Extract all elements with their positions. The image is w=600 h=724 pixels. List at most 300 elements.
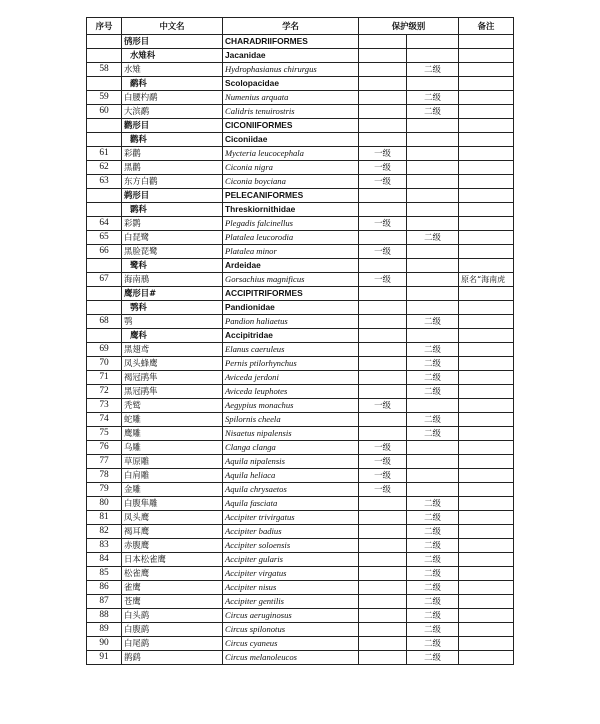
species-row (87, 609, 514, 623)
empty-cell (407, 329, 459, 343)
level-two: 二级 (407, 357, 459, 371)
order-chinese-name: 鹈形目 (122, 189, 223, 203)
empty-cell (459, 133, 514, 147)
empty-cell (459, 329, 514, 343)
level-two: 二级 (407, 525, 459, 539)
note (459, 637, 514, 651)
level-two: 二级 (407, 623, 459, 637)
species-number: 78 (87, 469, 122, 483)
scientific-name: Aquila nipalensis (223, 455, 359, 469)
chinese-name: 白肩雕 (122, 469, 223, 483)
empty-cell (359, 133, 407, 147)
family-row (87, 49, 514, 63)
empty-cell (359, 77, 407, 91)
species-number: 75 (87, 427, 122, 441)
level-two: 二级 (407, 385, 459, 399)
empty-cell (87, 49, 122, 63)
scientific-name: Accipiter trivirgatus (223, 511, 359, 525)
species-number: 87 (87, 595, 122, 609)
level-two: 二级 (407, 567, 459, 581)
scientific-name: Accipiter gularis (223, 553, 359, 567)
chinese-name: 苍鹰 (122, 595, 223, 609)
empty-cell (359, 49, 407, 63)
chinese-name: 雀鹰 (122, 581, 223, 595)
scientific-name: Aquila heliaca (223, 469, 359, 483)
chinese-name: 日本松雀鹰 (122, 553, 223, 567)
species-number: 88 (87, 609, 122, 623)
species-row (87, 497, 514, 511)
level-one (359, 497, 407, 511)
chinese-name: 黑脸琵鹭 (122, 245, 223, 259)
species-number: 74 (87, 413, 122, 427)
family-chinese-name: 鹰科 (122, 329, 223, 343)
empty-cell (459, 189, 514, 203)
empty-cell (407, 301, 459, 315)
empty-cell (87, 203, 122, 217)
level-one (359, 637, 407, 651)
note (459, 483, 514, 497)
table-header-row (87, 18, 514, 35)
chinese-name: 秃鹫 (122, 399, 223, 413)
level-one (359, 385, 407, 399)
empty-cell (407, 203, 459, 217)
header-no: 序号 (87, 18, 122, 35)
empty-cell (459, 77, 514, 91)
level-one (359, 623, 407, 637)
scientific-name: Clanga clanga (223, 441, 359, 455)
level-two: 二级 (407, 231, 459, 245)
species-number: 62 (87, 161, 122, 175)
species-row (87, 245, 514, 259)
species-row (87, 427, 514, 441)
empty-cell (407, 133, 459, 147)
species-row (87, 413, 514, 427)
order-row (87, 287, 514, 301)
scientific-name: Elanus caeruleus (223, 343, 359, 357)
note (459, 595, 514, 609)
level-one: 一级 (359, 455, 407, 469)
level-two: 二级 (407, 91, 459, 105)
level-two: 二级 (407, 539, 459, 553)
empty-cell (87, 287, 122, 301)
species-number: 85 (87, 567, 122, 581)
empty-cell (359, 35, 407, 49)
species-number: 91 (87, 651, 122, 665)
level-one (359, 231, 407, 245)
family-chinese-name: 鹭科 (122, 259, 223, 273)
empty-cell (459, 49, 514, 63)
family-scientific-name: Scolopacidae (223, 77, 359, 91)
scientific-name: Nisaetus nipalensis (223, 427, 359, 441)
order-chinese-name: 鹳形目 (122, 119, 223, 133)
species-number: 73 (87, 399, 122, 413)
level-one (359, 567, 407, 581)
species-number: 80 (87, 497, 122, 511)
note (459, 427, 514, 441)
chinese-name: 赤腹鹰 (122, 539, 223, 553)
note (459, 511, 514, 525)
species-row (87, 385, 514, 399)
species-number: 65 (87, 231, 122, 245)
chinese-name: 蛇雕 (122, 413, 223, 427)
chinese-name: 鹰雕 (122, 427, 223, 441)
chinese-name: 白腹隼雕 (122, 497, 223, 511)
scientific-name: Circus cyaneus (223, 637, 359, 651)
note (459, 161, 514, 175)
level-two: 二级 (407, 315, 459, 329)
species-row (87, 567, 514, 581)
level-two: 二级 (407, 497, 459, 511)
scientific-name: Calidris tenuirostris (223, 105, 359, 119)
chinese-name: 彩鹮 (122, 217, 223, 231)
species-row (87, 595, 514, 609)
species-number: 83 (87, 539, 122, 553)
empty-cell (87, 133, 122, 147)
species-number: 72 (87, 385, 122, 399)
empty-cell (407, 77, 459, 91)
species-row (87, 217, 514, 231)
level-one (359, 553, 407, 567)
level-one (359, 315, 407, 329)
level-two (407, 217, 459, 231)
note (459, 357, 514, 371)
note (459, 623, 514, 637)
empty-cell (459, 287, 514, 301)
family-chinese-name: 鹬科 (122, 77, 223, 91)
species-row (87, 525, 514, 539)
note (459, 609, 514, 623)
chinese-name: 白琵鹭 (122, 231, 223, 245)
scientific-name: Ciconia nigra (223, 161, 359, 175)
chinese-name: 黑翅鸢 (122, 343, 223, 357)
note (459, 497, 514, 511)
order-scientific-name: CHARADRIIFORMES (223, 35, 359, 49)
level-two (407, 483, 459, 497)
empty-cell (407, 259, 459, 273)
level-one (359, 371, 407, 385)
level-two: 二级 (407, 343, 459, 357)
scientific-name: Aquila fasciata (223, 497, 359, 511)
level-one: 一级 (359, 273, 407, 287)
scientific-name: Ciconia boyciana (223, 175, 359, 189)
level-one: 一级 (359, 161, 407, 175)
empty-cell (407, 287, 459, 301)
level-one (359, 539, 407, 553)
order-row (87, 119, 514, 133)
chinese-name: 鹗 (122, 315, 223, 329)
family-row (87, 329, 514, 343)
chinese-name: 水雉 (122, 63, 223, 77)
chinese-name: 白腰杓鹬 (122, 91, 223, 105)
species-number: 81 (87, 511, 122, 525)
species-number: 64 (87, 217, 122, 231)
level-one: 一级 (359, 217, 407, 231)
species-row (87, 399, 514, 413)
level-two: 二级 (407, 553, 459, 567)
family-row (87, 301, 514, 315)
note (459, 469, 514, 483)
chinese-name: 白头鹞 (122, 609, 223, 623)
empty-cell (459, 301, 514, 315)
note (459, 385, 514, 399)
scientific-name: Mycteria leucocephala (223, 147, 359, 161)
level-two (407, 441, 459, 455)
species-row (87, 147, 514, 161)
level-one: 一级 (359, 175, 407, 189)
chinese-name: 松雀鹰 (122, 567, 223, 581)
chinese-name: 乌雕 (122, 441, 223, 455)
chinese-name: 海南鳽 (122, 273, 223, 287)
empty-cell (359, 189, 407, 203)
level-one (359, 105, 407, 119)
scientific-name: Aviceda jerdoni (223, 371, 359, 385)
chinese-name: 凤头鹰 (122, 511, 223, 525)
note (459, 581, 514, 595)
order-scientific-name: CICONIIFORMES (223, 119, 359, 133)
species-number: 66 (87, 245, 122, 259)
level-one (359, 427, 407, 441)
chinese-name: 褐冠鹃隼 (122, 371, 223, 385)
empty-cell (87, 259, 122, 273)
species-row (87, 273, 514, 287)
level-one: 一级 (359, 441, 407, 455)
note (459, 525, 514, 539)
species-row (87, 91, 514, 105)
empty-cell (87, 77, 122, 91)
family-row (87, 133, 514, 147)
empty-cell (407, 119, 459, 133)
note (459, 245, 514, 259)
level-two (407, 469, 459, 483)
species-row (87, 637, 514, 651)
chinese-name: 鹊鹞 (122, 651, 223, 665)
scientific-name: Aviceda leuphotes (223, 385, 359, 399)
empty-cell (87, 329, 122, 343)
species-row (87, 469, 514, 483)
species-row (87, 553, 514, 567)
scientific-name: Circus aeruginosus (223, 609, 359, 623)
note (459, 651, 514, 665)
chinese-name: 褐耳鹰 (122, 525, 223, 539)
scientific-name: Accipiter gentilis (223, 595, 359, 609)
note (459, 553, 514, 567)
note (459, 399, 514, 413)
note (459, 567, 514, 581)
species-number: 82 (87, 525, 122, 539)
family-chinese-name: 鹳科 (122, 133, 223, 147)
chinese-name: 东方白鹳 (122, 175, 223, 189)
species-number: 69 (87, 343, 122, 357)
level-one (359, 413, 407, 427)
level-two (407, 175, 459, 189)
empty-cell (87, 189, 122, 203)
species-number: 76 (87, 441, 122, 455)
header-note: 备注 (459, 18, 514, 35)
scientific-name: Spilornis cheela (223, 413, 359, 427)
note (459, 63, 514, 77)
scientific-name: Pernis ptilorhynchus (223, 357, 359, 371)
family-chinese-name: 鹮科 (122, 203, 223, 217)
level-two: 二级 (407, 595, 459, 609)
note (459, 343, 514, 357)
empty-cell (87, 301, 122, 315)
level-two (407, 245, 459, 259)
scientific-name: Pandion haliaetus (223, 315, 359, 329)
scientific-name: Numenius arquata (223, 91, 359, 105)
chinese-name: 白腹鹞 (122, 623, 223, 637)
level-one (359, 63, 407, 77)
level-two: 二级 (407, 105, 459, 119)
scientific-name: Hydrophasianus chirurgus (223, 63, 359, 77)
empty-cell (459, 203, 514, 217)
level-two: 二级 (407, 637, 459, 651)
level-two: 二级 (407, 609, 459, 623)
scientific-name: Aquila chrysaetos (223, 483, 359, 497)
species-number: 67 (87, 273, 122, 287)
level-one (359, 581, 407, 595)
empty-cell (459, 35, 514, 49)
species-row (87, 315, 514, 329)
species-number: 60 (87, 105, 122, 119)
species-row (87, 231, 514, 245)
level-two (407, 455, 459, 469)
note (459, 413, 514, 427)
level-two: 二级 (407, 371, 459, 385)
level-one (359, 651, 407, 665)
species-row (87, 63, 514, 77)
species-number: 63 (87, 175, 122, 189)
header-scientific-name: 学名 (223, 18, 359, 35)
level-one (359, 357, 407, 371)
note (459, 441, 514, 455)
species-number: 90 (87, 637, 122, 651)
species-number: 58 (87, 63, 122, 77)
species-row (87, 161, 514, 175)
species-number: 77 (87, 455, 122, 469)
species-number: 86 (87, 581, 122, 595)
chinese-name: 黑冠鹃隼 (122, 385, 223, 399)
level-one (359, 609, 407, 623)
species-number: 59 (87, 91, 122, 105)
species-number: 68 (87, 315, 122, 329)
chinese-name: 黑鹳 (122, 161, 223, 175)
species-row (87, 581, 514, 595)
order-scientific-name: ACCIPITRIFORMES (223, 287, 359, 301)
scientific-name: Accipiter badius (223, 525, 359, 539)
chinese-name: 凤头蜂鹰 (122, 357, 223, 371)
family-row (87, 203, 514, 217)
scientific-name: Aegypius monachus (223, 399, 359, 413)
note (459, 91, 514, 105)
scientific-name: Circus spilonotus (223, 623, 359, 637)
order-row (87, 35, 514, 49)
level-one (359, 91, 407, 105)
scientific-name: Accipiter virgatus (223, 567, 359, 581)
level-one (359, 595, 407, 609)
level-one (359, 525, 407, 539)
level-two: 二级 (407, 427, 459, 441)
family-scientific-name: Threskiornithidae (223, 203, 359, 217)
empty-cell (459, 259, 514, 273)
species-row (87, 357, 514, 371)
species-row (87, 651, 514, 665)
note (459, 217, 514, 231)
level-one (359, 511, 407, 525)
scientific-name: Plegadis falcinellus (223, 217, 359, 231)
level-two (407, 273, 459, 287)
species-row (87, 455, 514, 469)
level-one: 一级 (359, 469, 407, 483)
order-row (87, 189, 514, 203)
order-scientific-name: PELECANIFORMES (223, 189, 359, 203)
empty-cell (407, 189, 459, 203)
scientific-name: Accipiter soloensis (223, 539, 359, 553)
family-row (87, 77, 514, 91)
species-row (87, 511, 514, 525)
note (459, 147, 514, 161)
order-chinese-name: 鸻形目 (122, 35, 223, 49)
chinese-name: 草原雕 (122, 455, 223, 469)
family-scientific-name: Accipitridae (223, 329, 359, 343)
species-row (87, 623, 514, 637)
level-two: 二级 (407, 651, 459, 665)
species-number: 84 (87, 553, 122, 567)
scientific-name: Gorsachius magnificus (223, 273, 359, 287)
level-two: 二级 (407, 413, 459, 427)
note (459, 371, 514, 385)
level-two: 二级 (407, 511, 459, 525)
empty-cell (87, 119, 122, 133)
note (459, 105, 514, 119)
family-scientific-name: Ardeidae (223, 259, 359, 273)
protected-species-table (86, 17, 514, 665)
species-number: 70 (87, 357, 122, 371)
species-number: 61 (87, 147, 122, 161)
species-row (87, 105, 514, 119)
empty-cell (359, 119, 407, 133)
species-number: 89 (87, 623, 122, 637)
family-scientific-name: Jacanidae (223, 49, 359, 63)
scientific-name: Platalea minor (223, 245, 359, 259)
level-one: 一级 (359, 399, 407, 413)
note: 原名“海南虎 (459, 273, 514, 287)
chinese-name: 彩鹳 (122, 147, 223, 161)
species-row (87, 371, 514, 385)
species-number: 79 (87, 483, 122, 497)
family-chinese-name: 鹗科 (122, 301, 223, 315)
level-two (407, 147, 459, 161)
empty-cell (407, 35, 459, 49)
empty-cell (359, 287, 407, 301)
family-chinese-name: 水雉科 (122, 49, 223, 63)
species-row (87, 441, 514, 455)
empty-cell (359, 301, 407, 315)
family-scientific-name: Ciconiidae (223, 133, 359, 147)
level-two: 二级 (407, 581, 459, 595)
note (459, 455, 514, 469)
note (459, 175, 514, 189)
note (459, 315, 514, 329)
empty-cell (407, 49, 459, 63)
level-one: 一级 (359, 147, 407, 161)
level-two: 二级 (407, 63, 459, 77)
family-row (87, 259, 514, 273)
species-row (87, 539, 514, 553)
chinese-name: 大滨鹬 (122, 105, 223, 119)
family-scientific-name: Pandionidae (223, 301, 359, 315)
species-row (87, 483, 514, 497)
empty-cell (87, 35, 122, 49)
